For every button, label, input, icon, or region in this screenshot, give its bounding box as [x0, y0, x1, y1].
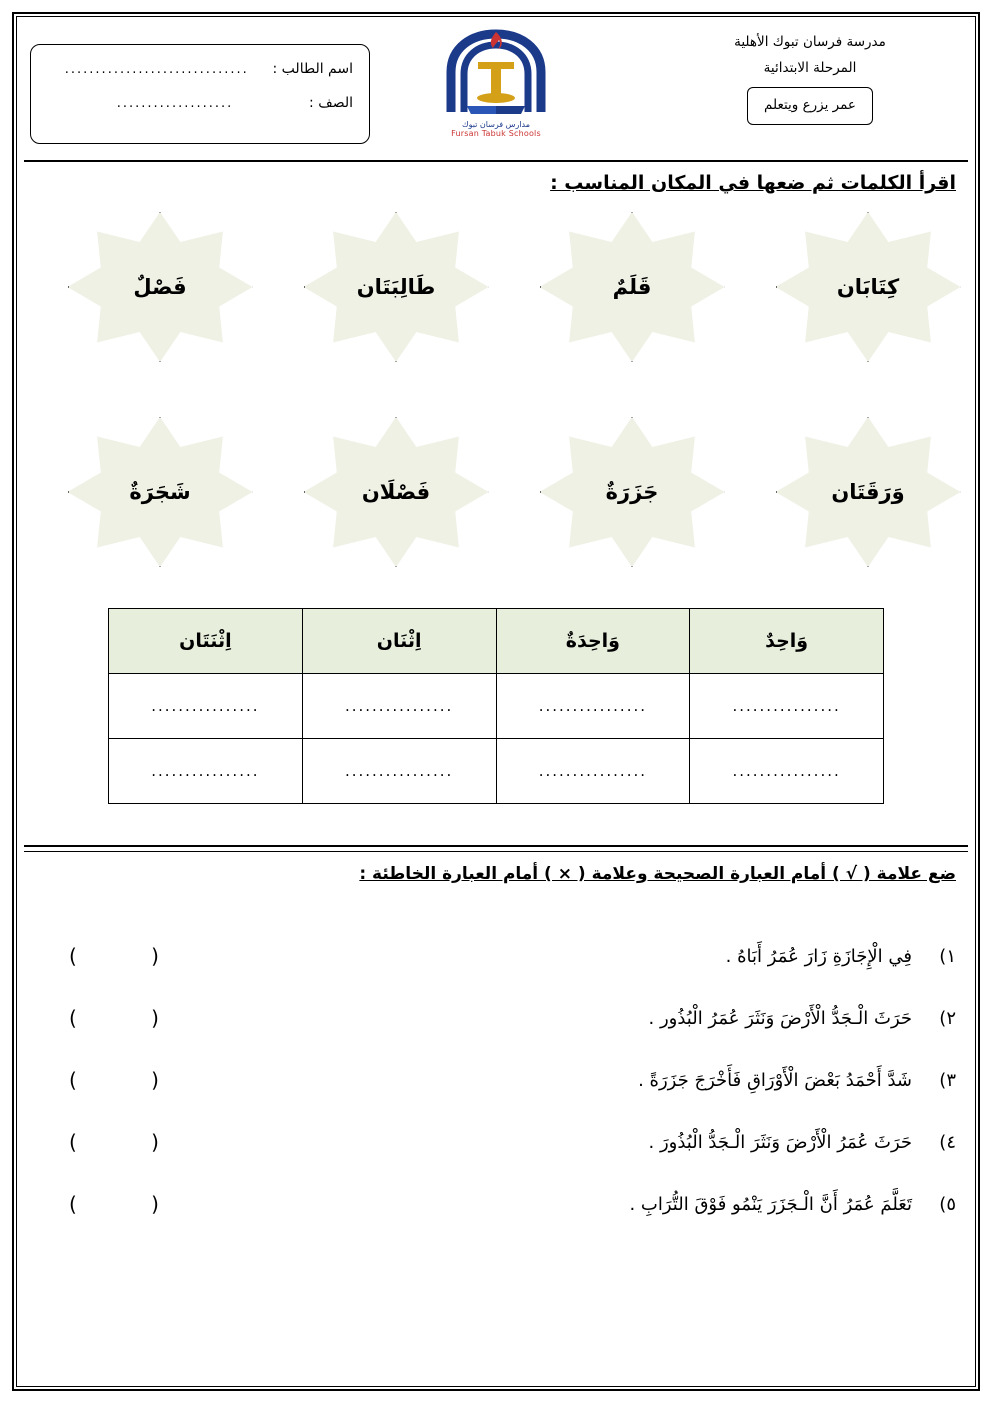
- logo-arabic-text: مدارس فرسان تبوك: [461, 120, 531, 129]
- table-header-row: [109, 609, 884, 674]
- student-class-blank[interactable]: ...................: [116, 96, 234, 111]
- word-star[interactable]: [540, 212, 725, 362]
- page-header: [24, 24, 968, 159]
- table-answer-cell[interactable]: ................: [690, 674, 884, 739]
- item-text: حَرَثَ عُمَرُ الْأَرْضَ وَنَثَرَ الْـجَدُّ الْبُذُورَ .: [648, 1131, 912, 1153]
- student-info-box: [30, 44, 370, 144]
- true-false-list: [56, 925, 956, 1235]
- word-star[interactable]: [776, 417, 961, 567]
- school-stage: المرحلة الابتدائية: [763, 59, 857, 76]
- table-header-cell: اِثْنَتَان: [109, 609, 303, 674]
- item-number: ٥): [939, 1193, 956, 1215]
- star-cell-1[interactable]: [768, 212, 968, 362]
- table-header-cell: وَاحِدٌ: [690, 609, 884, 674]
- table-row: [109, 739, 884, 804]
- section-divider-inner: [24, 851, 968, 852]
- table-answer-cell[interactable]: ................: [496, 674, 690, 739]
- classification-table: [108, 608, 884, 804]
- school-name: مدرسة فرسان تبوك الأهلية: [734, 34, 886, 50]
- word-star[interactable]: [540, 417, 725, 567]
- word-star[interactable]: [68, 212, 253, 362]
- star-label: طَالِبَتَان: [356, 275, 436, 299]
- school-motto: عمر يزرع ويتعلم: [747, 87, 873, 125]
- item-number: ٣): [939, 1069, 956, 1091]
- star-cell-5[interactable]: [768, 417, 968, 567]
- answer-parentheses[interactable]: ( ): [69, 1006, 193, 1030]
- item-text: تَعَلَّمَ عُمَرُ أَنَّ الْـجَزَرَ يَنْمُو فَوْقَ التُّرَابِ .: [629, 1193, 912, 1215]
- word-star[interactable]: [304, 417, 489, 567]
- student-name-row: [47, 61, 353, 77]
- student-name-blank[interactable]: ..............................: [64, 62, 249, 77]
- star-cell-2[interactable]: [532, 212, 732, 362]
- star-cell-3[interactable]: [296, 212, 496, 362]
- student-name-label: اسم الطالب :: [272, 61, 353, 77]
- school-logo: [426, 26, 566, 138]
- section1-title: اقرأ الكلمات ثم ضعها في المكان المناسب :: [550, 172, 956, 194]
- table-header-cell: اِثْنَان: [302, 609, 496, 674]
- word-star[interactable]: [68, 417, 253, 567]
- student-class-label: الصف :: [309, 95, 353, 111]
- star-cell-8[interactable]: [60, 417, 260, 567]
- answer-parentheses[interactable]: ( ): [69, 1130, 193, 1154]
- student-class-row: [47, 95, 353, 111]
- star-label: قَلَمٌ: [612, 275, 652, 299]
- section-divider-outer: [24, 845, 968, 847]
- star-label: فَصْلٌ: [133, 275, 187, 299]
- star-label: فَصْلَان: [361, 480, 431, 504]
- header-divider: [24, 160, 968, 162]
- list-item: [56, 1049, 956, 1111]
- table-answer-cell[interactable]: ................: [496, 739, 690, 804]
- answer-parentheses[interactable]: ( ): [69, 1068, 193, 1092]
- item-text: شَدَّ أَحْمَدُ بَعْضَ الْأَوْرَاقِ فَأَخْرَجَ جَزَرَةً .: [638, 1069, 912, 1091]
- school-info: [660, 30, 960, 125]
- answer-parentheses[interactable]: ( ): [69, 944, 193, 968]
- item-text: حَرَثَ الْـجَدُّ الْأَرْضَ وَنَثَرَ عُمَرُ الْبُذُور .: [648, 1007, 912, 1029]
- list-item: [56, 1111, 956, 1173]
- star-label: شَجَرَةٌ: [129, 480, 191, 504]
- word-star[interactable]: [304, 212, 489, 362]
- item-number: ١): [939, 945, 956, 967]
- logo-english-text: Fursan Tabuk Schools: [451, 129, 541, 138]
- word-stars-grid: [24, 212, 968, 572]
- word-star[interactable]: [776, 212, 961, 362]
- star-cell-4[interactable]: [60, 212, 260, 362]
- table-row: [109, 674, 884, 739]
- star-label: جَزَرَةٌ: [605, 480, 659, 504]
- table-header-cell: وَاحِدَةٌ: [496, 609, 690, 674]
- list-item: [56, 925, 956, 987]
- star-label: كِتَابَان: [836, 275, 900, 299]
- list-item: [56, 1173, 956, 1235]
- table-answer-cell[interactable]: ................: [109, 674, 303, 739]
- item-number: ٤): [939, 1131, 956, 1153]
- star-cell-6[interactable]: [532, 417, 732, 567]
- item-text: فِي الْإِجَازَةِ زَارَ عُمَرُ أَبَاهُ .: [725, 945, 912, 967]
- item-number: ٢): [939, 1007, 956, 1029]
- table-answer-cell[interactable]: ................: [109, 739, 303, 804]
- star-label: وَرَقَتَان: [831, 480, 905, 504]
- table-answer-cell[interactable]: ................: [302, 674, 496, 739]
- answer-parentheses[interactable]: ( ): [69, 1192, 193, 1216]
- table-answer-cell[interactable]: ................: [302, 739, 496, 804]
- table-answer-cell[interactable]: ................: [690, 739, 884, 804]
- star-cell-7[interactable]: [296, 417, 496, 567]
- section2-title: ضع علامة ( √ ) أمام العبارة الصحيحة وعلامة ( × ) أمام العبارة الخاطئة :: [359, 864, 956, 884]
- list-item: [56, 987, 956, 1049]
- logo-icon: [437, 26, 555, 122]
